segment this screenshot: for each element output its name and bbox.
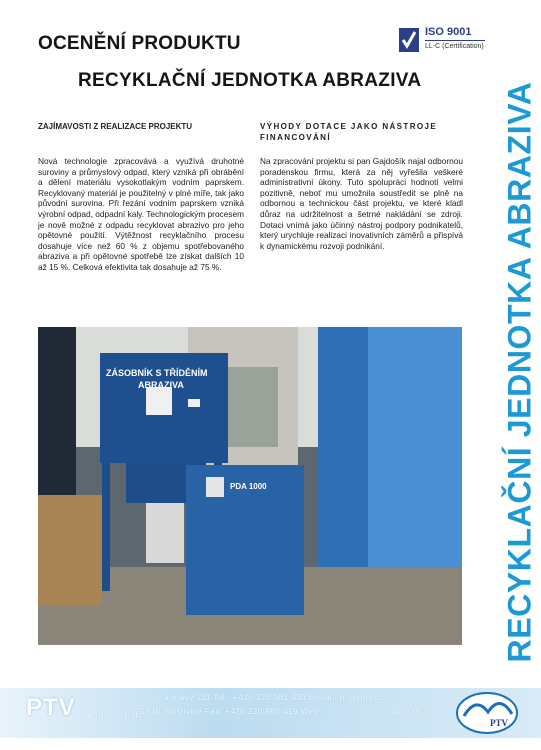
footer-address-line1: Čs. armády 211 Tel.: +420 220 981 430 E-mail: ptv@ptv.cz (148, 693, 385, 702)
footer-address-line2: 253 01 Hostivice Fax: +420 220 980 419 Web: (135, 707, 322, 716)
ptv-logo-icon (452, 688, 522, 738)
left-heading: ZAJÍMAVOSTI Z REALIZACE PROJEKTU (38, 122, 193, 131)
right-heading: VÝHODY DOTACE JAKO NÁSTROJE FINANCOVÁNÍ (260, 122, 438, 142)
product-title: RECYKLAČNÍ JEDNOTKA ABRAZIVA (78, 70, 422, 91)
iso-badge (399, 26, 485, 56)
hopper-sign-line2: ABRAZIVA (138, 380, 184, 390)
logo-text: PTV (490, 718, 508, 728)
iso-label: ISO 9001 (425, 26, 472, 38)
side-banner: RECYKLAČNÍ JEDNOTKA ABRAZIVA (501, 81, 538, 663)
page-title: OCENĚNÍ PRODUKTU (38, 33, 241, 54)
right-paragraph: Na zpracování projektu si pan Gajdošík najal odbornou poradenskou firmu, která za něj vyřešila veškeré administrativní úkony. Tuto spolupráci hodnotí velmi pozitivně, neboť mu umožnila soustředit se plně na odbornou a technickou část projektu, ve které kladl důraz na udržitelnost a šetrné nakládání se zdroji. Dotaci vnímá jako účinný nástroj podpory podnikatelů, který urychluje realizaci inovativních záměrů a přispívá k dynamickému rozvoji podnikání. (260, 156, 463, 251)
iso-divider (425, 40, 485, 41)
footer-brand-suffix: spol. s r.o. (83, 711, 144, 720)
checkmark-icon (399, 28, 419, 52)
hopper-sign-line1: ZÁSOBNÍK S TŘÍDĚNÍM (106, 368, 208, 378)
product-photo (38, 327, 462, 645)
left-paragraph: Nová technologie zpracovává a využívá druhotné suroviny a průmyslový odpad, který vzniká při obrábění a dělení materiálu vysokotlakým vodním paprskem. Recyklovaný materiál je použitelný v plné míře, tak jako původní surovina. Při řezání vodním paprskem vzniká výrobní odpad, odpadní kaly. Technologickým procesem je nově možné z odpadu recyklovat abrazivo pro jeho opětovné použití. Výtěžnost recyklačního procesu dosahuje více než 60 % z objemu spotřebovaného abraziva a při opětovné spotřebě lze získat dalších 10 až 15 %. Celková efektivita tak dosahuje až 75 %. (38, 156, 244, 272)
footer-web-link[interactable]: www.ptv.cz (392, 707, 432, 716)
footer-brand: PTV (26, 694, 76, 721)
iso-subtext: LL-C (Certification) (425, 43, 484, 50)
footer (0, 688, 541, 738)
tank-label: PDA 1000 (230, 482, 267, 491)
